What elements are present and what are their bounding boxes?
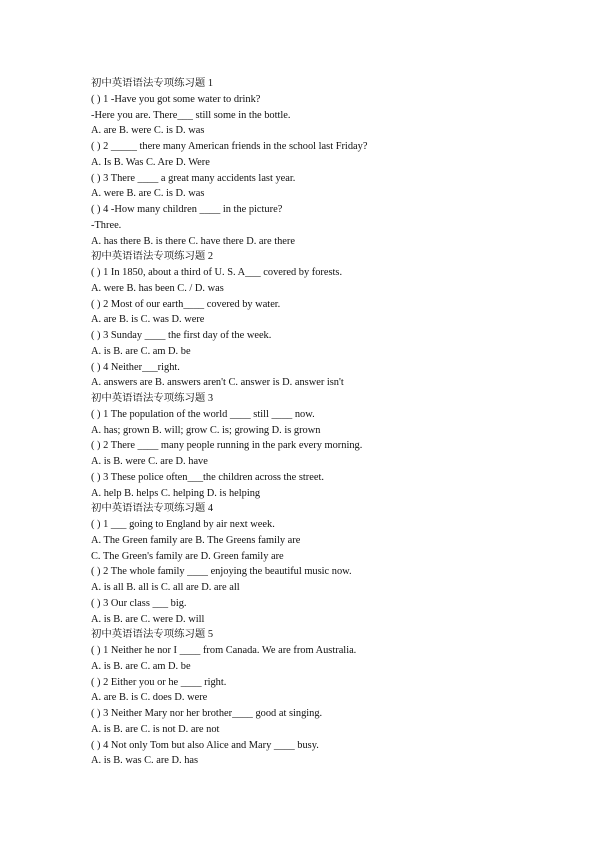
text-line: ( ) 3 Our class ___ big. [91,597,187,609]
text-line: ( ) 3 Sunday ____ the first day of the week. [91,330,272,341]
text-line: ( ) 1 Neither he nor I ____ from Canada. We are from Australia. [91,645,357,656]
text-line: A. is B. are C. am D. be [91,345,191,357]
text-line: ( ) 2 Either you or he ____ right. [91,676,227,688]
text-line: A. Is B. Was C. Are D. Were [91,156,210,168]
text-line: A. The Green family are B. The Greens family are [91,534,301,546]
text-line: ( ) 2 There ____ many people running in the park every morning. [91,440,363,452]
text-line: A. answers are B. answers aren't C. answer is D. answer isn't [91,377,344,389]
text-line: A. are B. were C. is D. was [91,125,205,137]
text-line: A. is B. was C. are D. has [91,755,199,767]
text-line: 初中英语语法专项练习题 2 [91,251,214,263]
text-line: A. are B. is C. was D. were [91,314,205,326]
text-line: A. help B. helps C. helping D. is helping [91,487,261,499]
text-line: ( ) 3 Neither Mary nor her brother____ good at singing. [91,708,323,719]
text-line: ( ) 4 -How many children ____ in the picture? [91,204,283,215]
text-line: A. is B. are C. is not D. are not [91,723,220,735]
text-line: 初中英语语法专项练习题 5 [91,629,214,641]
text-line: A. is B. were C. are D. have [91,456,208,467]
text-line: ( ) 2 Most of our earth____ covered by water. [91,298,281,310]
text-line: ( ) 1 In 1850, about a third of U. S. A___ covered by forests. [91,267,343,278]
text-line: A. is B. are C. am D. be [91,660,191,672]
text-line: A. is B. are C. were D. will [91,613,205,625]
text-line: -Here you are. There___ still some in the bottle. [91,109,291,121]
text-line: -Three. [91,219,122,231]
text-line: ( ) 4 Neither___right. [91,361,180,373]
text-line: A. were B. has been C. / D. was [91,282,224,294]
text-line: A. is all B. all is C. all are D. are all [91,582,240,593]
text-line: ( ) 3 There ____ a great many accidents last year. [91,172,296,184]
text-line: ( ) 4 Not only Tom but also Alice and Mary ____ busy. [91,739,319,751]
text-line: ( ) 2 _____ there many American friends in the school last Friday? [91,141,368,152]
text-line: A. has; grown B. will; grow C. is; growing D. is grown [91,424,321,436]
text-line: 初中英语语法专项练习题 4 [91,503,214,515]
text-line: ( ) 1 -Have you got some water to drink? [91,93,261,105]
text-line: A. were B. are C. is D. was [91,188,205,200]
document-body [91,76,571,769]
text-line: C. The Green's family are D. Green family are [91,550,284,562]
text-line: ( ) 1 The population of the world ____ still ____ now. [91,408,315,420]
text-line: ( ) 1 ___ going to England by air next week. [91,519,275,530]
text-line: ( ) 3 These police often___the children across the street. [91,471,324,483]
text-line: ( ) 2 The whole family ____ enjoying the beautiful music now. [91,566,352,578]
text-line: A. are B. is C. does D. were [91,692,208,704]
text-line: A. has there B. is there C. have there D. are there [91,235,295,247]
text-line: 初中英语语法专项练习题 1 [91,78,214,89]
text-line: 初中英语语法专项练习题 3 [91,393,214,404]
